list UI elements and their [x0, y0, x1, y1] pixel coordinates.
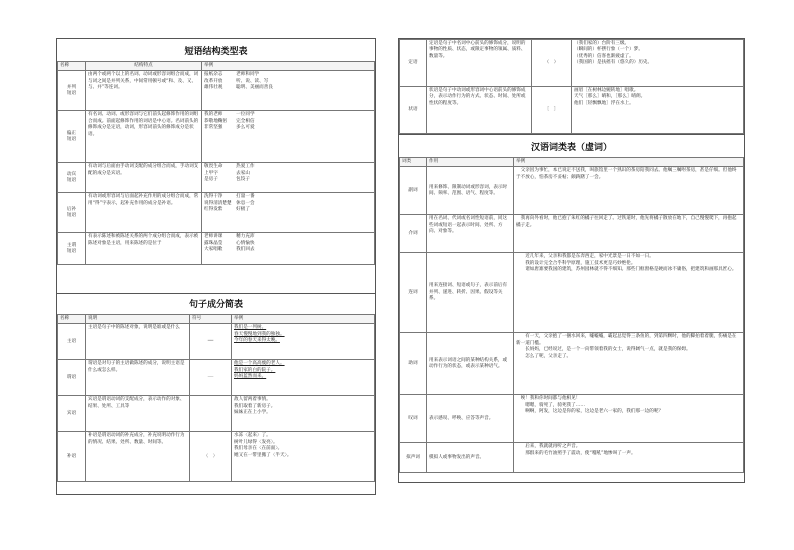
example-line: 天气［那么］晴和，［那么］晴朗。 [574, 94, 646, 100]
row-desc: 用在名词、代词或名词性短语前，同这些词或短语一起表示时间、处所、方向、对象等。 [427, 215, 514, 253]
row-desc: 定语是句子中名词中心前头的修饰成分，说明的事物的性质、状态，或限定事物的领属、质料、数量等。 [427, 40, 532, 87]
example-line: （瞬间的）杯摆行象（一个）梦。 [574, 47, 643, 53]
row-examples [202, 193, 375, 233]
table-row [58, 432, 375, 482]
row-desc: 补语是谓语动词的补充成分，补充说明动作行为的情况、结果、处所、数量、时间等。 [86, 432, 190, 482]
example-line: 敬畏生命 热爱工作 [204, 164, 255, 170]
example-line: 她又在一带里搬了〈半天〉。 [234, 452, 292, 458]
example-line: 是房子 包饺子 [204, 177, 250, 183]
row-desc: 用来表示词语之间的某种结构关系，或动作行为的状态，或表示某种语气。 [427, 333, 514, 395]
example-line: 露珠晶莹 心情愉快 [204, 240, 255, 246]
row-name: 副词 [400, 167, 427, 215]
row-examples [232, 360, 375, 396]
example-line: 妈妈蓝然而来。 [234, 374, 267, 380]
example-line: 后来，我就就再听之声音。 [516, 444, 581, 450]
modifier-components-table [398, 38, 745, 136]
example-line: 啊啊，阿发，这边是你的家，这边是老六一家的，我们那一边的呢？ [516, 409, 664, 415]
example-line: 有一天，父亲抱了一捆水回来，嘘嘘嘘，霸起总觉得三条鱼的，到第四颗时，他的脚拍着着腿，伤痛是在新一道门槛。 [516, 334, 737, 346]
example-line: 怎么了呢，父亲走了。 [516, 353, 572, 359]
example-line: 他是一个高高瘦的老人。 [234, 361, 285, 367]
row-name: 连词 [400, 253, 427, 333]
row-examples [202, 163, 375, 193]
row-desc: 宾语是谓语动词的支配成分，表示动作的对象、结果、处所、工具等 [86, 396, 190, 432]
example-line: 我们家的白的院子。 [234, 367, 276, 373]
row-name: 后补 短语 [58, 193, 86, 233]
row-desc: 用来修饰、限制动词或形容词，表示时间、频率、范围、语气、程度等。 [427, 167, 514, 215]
row-name: 并列 短语 [58, 71, 86, 111]
example-line: 改革开放 听、说、读、写 [204, 78, 269, 84]
row-examples [514, 333, 744, 395]
row-name: 动宾 短语 [58, 163, 86, 193]
example-line: 洗得干净 打量一番 [204, 194, 255, 200]
row-desc: 有动词与后面由手动词支配的成分组合而成，手动词支配的成分是宾语。 [86, 163, 202, 193]
column-header: 名称 [58, 62, 86, 71]
row-examples [232, 324, 375, 360]
sentence-components-table [56, 293, 376, 495]
example-line: 树叶儿绿得〈发亮〉。 [234, 439, 278, 445]
row-desc: 状语是句子中动词或形容词中心语前头的修饰成分，表示动作行为的方式、状态、时间、处所或性状的程度等。 [427, 87, 532, 134]
row-desc: 有动词或形容词与后面起补充作用的成分组合而成，常用“得”字表示，起补充作用的成分是补语。 [86, 193, 202, 233]
row-symbol: ══ [190, 324, 232, 360]
row-desc: 表示感叹、呼唤、应答等声音。 [427, 395, 514, 443]
table-header-row [400, 158, 744, 167]
table-header-row [58, 315, 375, 324]
row-name: 拟声词 [400, 443, 427, 473]
table-row [400, 443, 744, 473]
row-examples [514, 167, 744, 215]
column-header: 作用 [427, 158, 514, 167]
example-line: 画眉［在树林边婉转地］唱歌。 [574, 88, 639, 93]
phrase-table-title: 短语结构类型表 [184, 47, 248, 57]
row-desc: 模拟人或事物发出的声音。 [427, 443, 514, 473]
row-desc: 谓语是对句子的主语做陈述的成分，说明主语是什么或怎么样。 [86, 360, 190, 396]
table-row [400, 253, 744, 333]
example-line: 妹妹正在上小学。 [234, 410, 271, 416]
example-line: 我再向外看时，他已抱了朱红的橘子往回走了。过铁道时，他先将橘子散放在地下，自己慢慢爬下，再抱起橘子走。 [516, 216, 737, 228]
example-line: 水冻〈起来〉了。 [234, 433, 271, 439]
table-row [58, 324, 375, 360]
phrase-table-grid [57, 61, 375, 265]
example-line: 我的设计完全合乎科学原理，施工技术更是巧妙绝伦。 [516, 260, 636, 266]
table-row [58, 193, 375, 233]
row-symbol: ── [190, 360, 232, 396]
example-line: 报纸杂志 老师和同学 [204, 72, 260, 78]
row-name: 补语 [58, 432, 86, 482]
example-line: 恭敬地鞠躬 完全相信 [204, 118, 255, 124]
row-desc: 有表示陈述和被陈述关系的两个成分组合而成，表示被陈述对象是主语，用来陈述的是位于 [86, 233, 202, 265]
row-name: 助词 [400, 333, 427, 395]
column-header: 词类 [400, 158, 427, 167]
example-line: 近几年来，父亲和我都是东奔西走，家中光景是一日不如一日。 [516, 254, 654, 260]
row-name: 偏正 短语 [58, 111, 86, 163]
row-desc: 有名词、动词、或形容词与它们前头起修饰作用的词组合而成。前面起修饰作用的词语是中心语。名词前头的修饰成分是定语，动词，形容词前头的修饰成分是状语。 [86, 111, 202, 163]
example-line: 我们取着了新房子。 [234, 403, 276, 409]
column-header: 举例 [514, 158, 744, 167]
example-line: 那群来的毛竹油照手了震动，使“嘎吼”地惨叫了一声。 [516, 450, 636, 456]
sentence-table-grid [57, 314, 375, 482]
example-line: 春天慢慢地到我的独独。 [234, 331, 285, 337]
example-line: 雄伟壮观 聪明、美丽而善良 [204, 85, 273, 91]
row-symbol [190, 396, 232, 432]
row-examples [232, 396, 375, 432]
row-name: 叹词 [400, 395, 427, 443]
row-examples [202, 233, 375, 265]
row-examples [514, 443, 744, 473]
row-desc: 用来连接词、短语或句子，表示前后有并列、递进、转折、因果、假设等关系。 [427, 253, 514, 333]
example-line: 我的老师 一位同学 [204, 112, 255, 118]
table-row [58, 233, 375, 265]
row-symbol: 〈 〉 [190, 432, 232, 482]
table-row [58, 71, 375, 111]
column-header: 举例 [232, 315, 375, 324]
row-examples [202, 71, 375, 111]
row-name: 主谓 短语 [58, 233, 86, 265]
example-line: 诸如唐寨要我国的建筑，苏州园林就不得不细知。那些门框窗格是硬而冰不庸俗，把建筑和画那具匠心。 [516, 267, 737, 273]
table-row [58, 111, 375, 163]
example-line: 红得发紫 好极了 [204, 207, 250, 213]
example-line: 大家唱歌 我们回去 [204, 247, 255, 253]
function-words-title: 汉语词类表（虚词） [530, 143, 612, 153]
sentence-table-title: 句子成分简表 [188, 300, 243, 310]
row-symbol: （ ） [532, 40, 572, 87]
table-row [58, 163, 375, 193]
row-examples [514, 215, 744, 253]
example-line: 我们母亲在〈在前面〉。 [234, 446, 283, 452]
table-row [58, 360, 375, 396]
table-row [400, 167, 744, 215]
row-name: 谓语 [58, 360, 86, 396]
example-line: 敌人留两着事情。 [234, 397, 271, 403]
table-row [400, 215, 744, 253]
example-line: 唉！我和你时间都与他相见！ [516, 396, 581, 402]
table-row [400, 87, 744, 134]
example-line: 他们［轻飘飘地］浮在水上。 [574, 100, 634, 106]
example-line: （我们家的）台阶有三级。 [574, 41, 630, 46]
table-header-row [58, 62, 375, 71]
example-line: 嗯嗯，骑死了，骑死我了…… [516, 402, 585, 408]
column-header: 结构特点 [86, 62, 202, 71]
row-examples [514, 253, 744, 333]
row-name: 定语 [400, 40, 427, 87]
example-line: 老师讲课 精力充沛 [204, 234, 255, 240]
example-line: 今年的春天来得太晚。 [234, 338, 280, 344]
row-examples [572, 40, 744, 87]
table-row [400, 333, 744, 395]
function-words-table [398, 134, 745, 483]
row-desc: 由两个或两个以上的名词、动词或形容词组合而成，词与词之间是并列关系，中间常用顿号或“和、及、又、与、并”等连词。 [86, 71, 202, 111]
example-line: 父亲因为事忙，本已说定不送我，叫旅馆里一个熟识的茶房陪我同去。他嘱三嘱咐茶房，甚是仔细。但他终于不放心，怕茶房不妥帖；颇踌躇了一会。 [516, 168, 737, 180]
example-line: 我们是一列树。 [234, 325, 267, 331]
row-name: 介词 [400, 215, 427, 253]
example-line: 非常坚强 多么可爱 [204, 125, 255, 131]
phrase-structure-table [56, 38, 376, 295]
column-header: 符号 [190, 315, 232, 324]
modifier-table-grid [399, 39, 744, 134]
row-examples [202, 111, 375, 163]
column-header: 举例 [202, 62, 375, 71]
row-name: 主语 [58, 324, 86, 360]
example-line: 上甲字 去家山 [204, 170, 250, 176]
table-row [58, 396, 375, 432]
example-line: （优秀的）信客也渐疲虚了。 [574, 53, 634, 59]
example-line: （我国的）是扶摇有（悠久的）历史。 [574, 60, 653, 66]
function-words-grid [399, 157, 744, 473]
row-name: 宾语 [58, 396, 86, 432]
example-line: 说得清清楚楚 休息一会 [204, 200, 255, 206]
row-symbol: ［ ］ [532, 87, 572, 134]
row-desc: 主语是句子中的陈述对象，说明是谁或是什么 [86, 324, 190, 360]
example-line: 长妈妈，已经说过，是一个一向带领着我的女士，说得阔气一点，就是我的保姆。 [516, 347, 691, 353]
row-name: 状语 [400, 87, 427, 134]
row-examples [514, 395, 744, 443]
column-header: 名称 [58, 315, 86, 324]
table-row [400, 40, 744, 87]
column-header: 说明 [86, 315, 190, 324]
row-examples [232, 432, 375, 482]
table-row [400, 395, 744, 443]
row-examples [572, 87, 744, 134]
